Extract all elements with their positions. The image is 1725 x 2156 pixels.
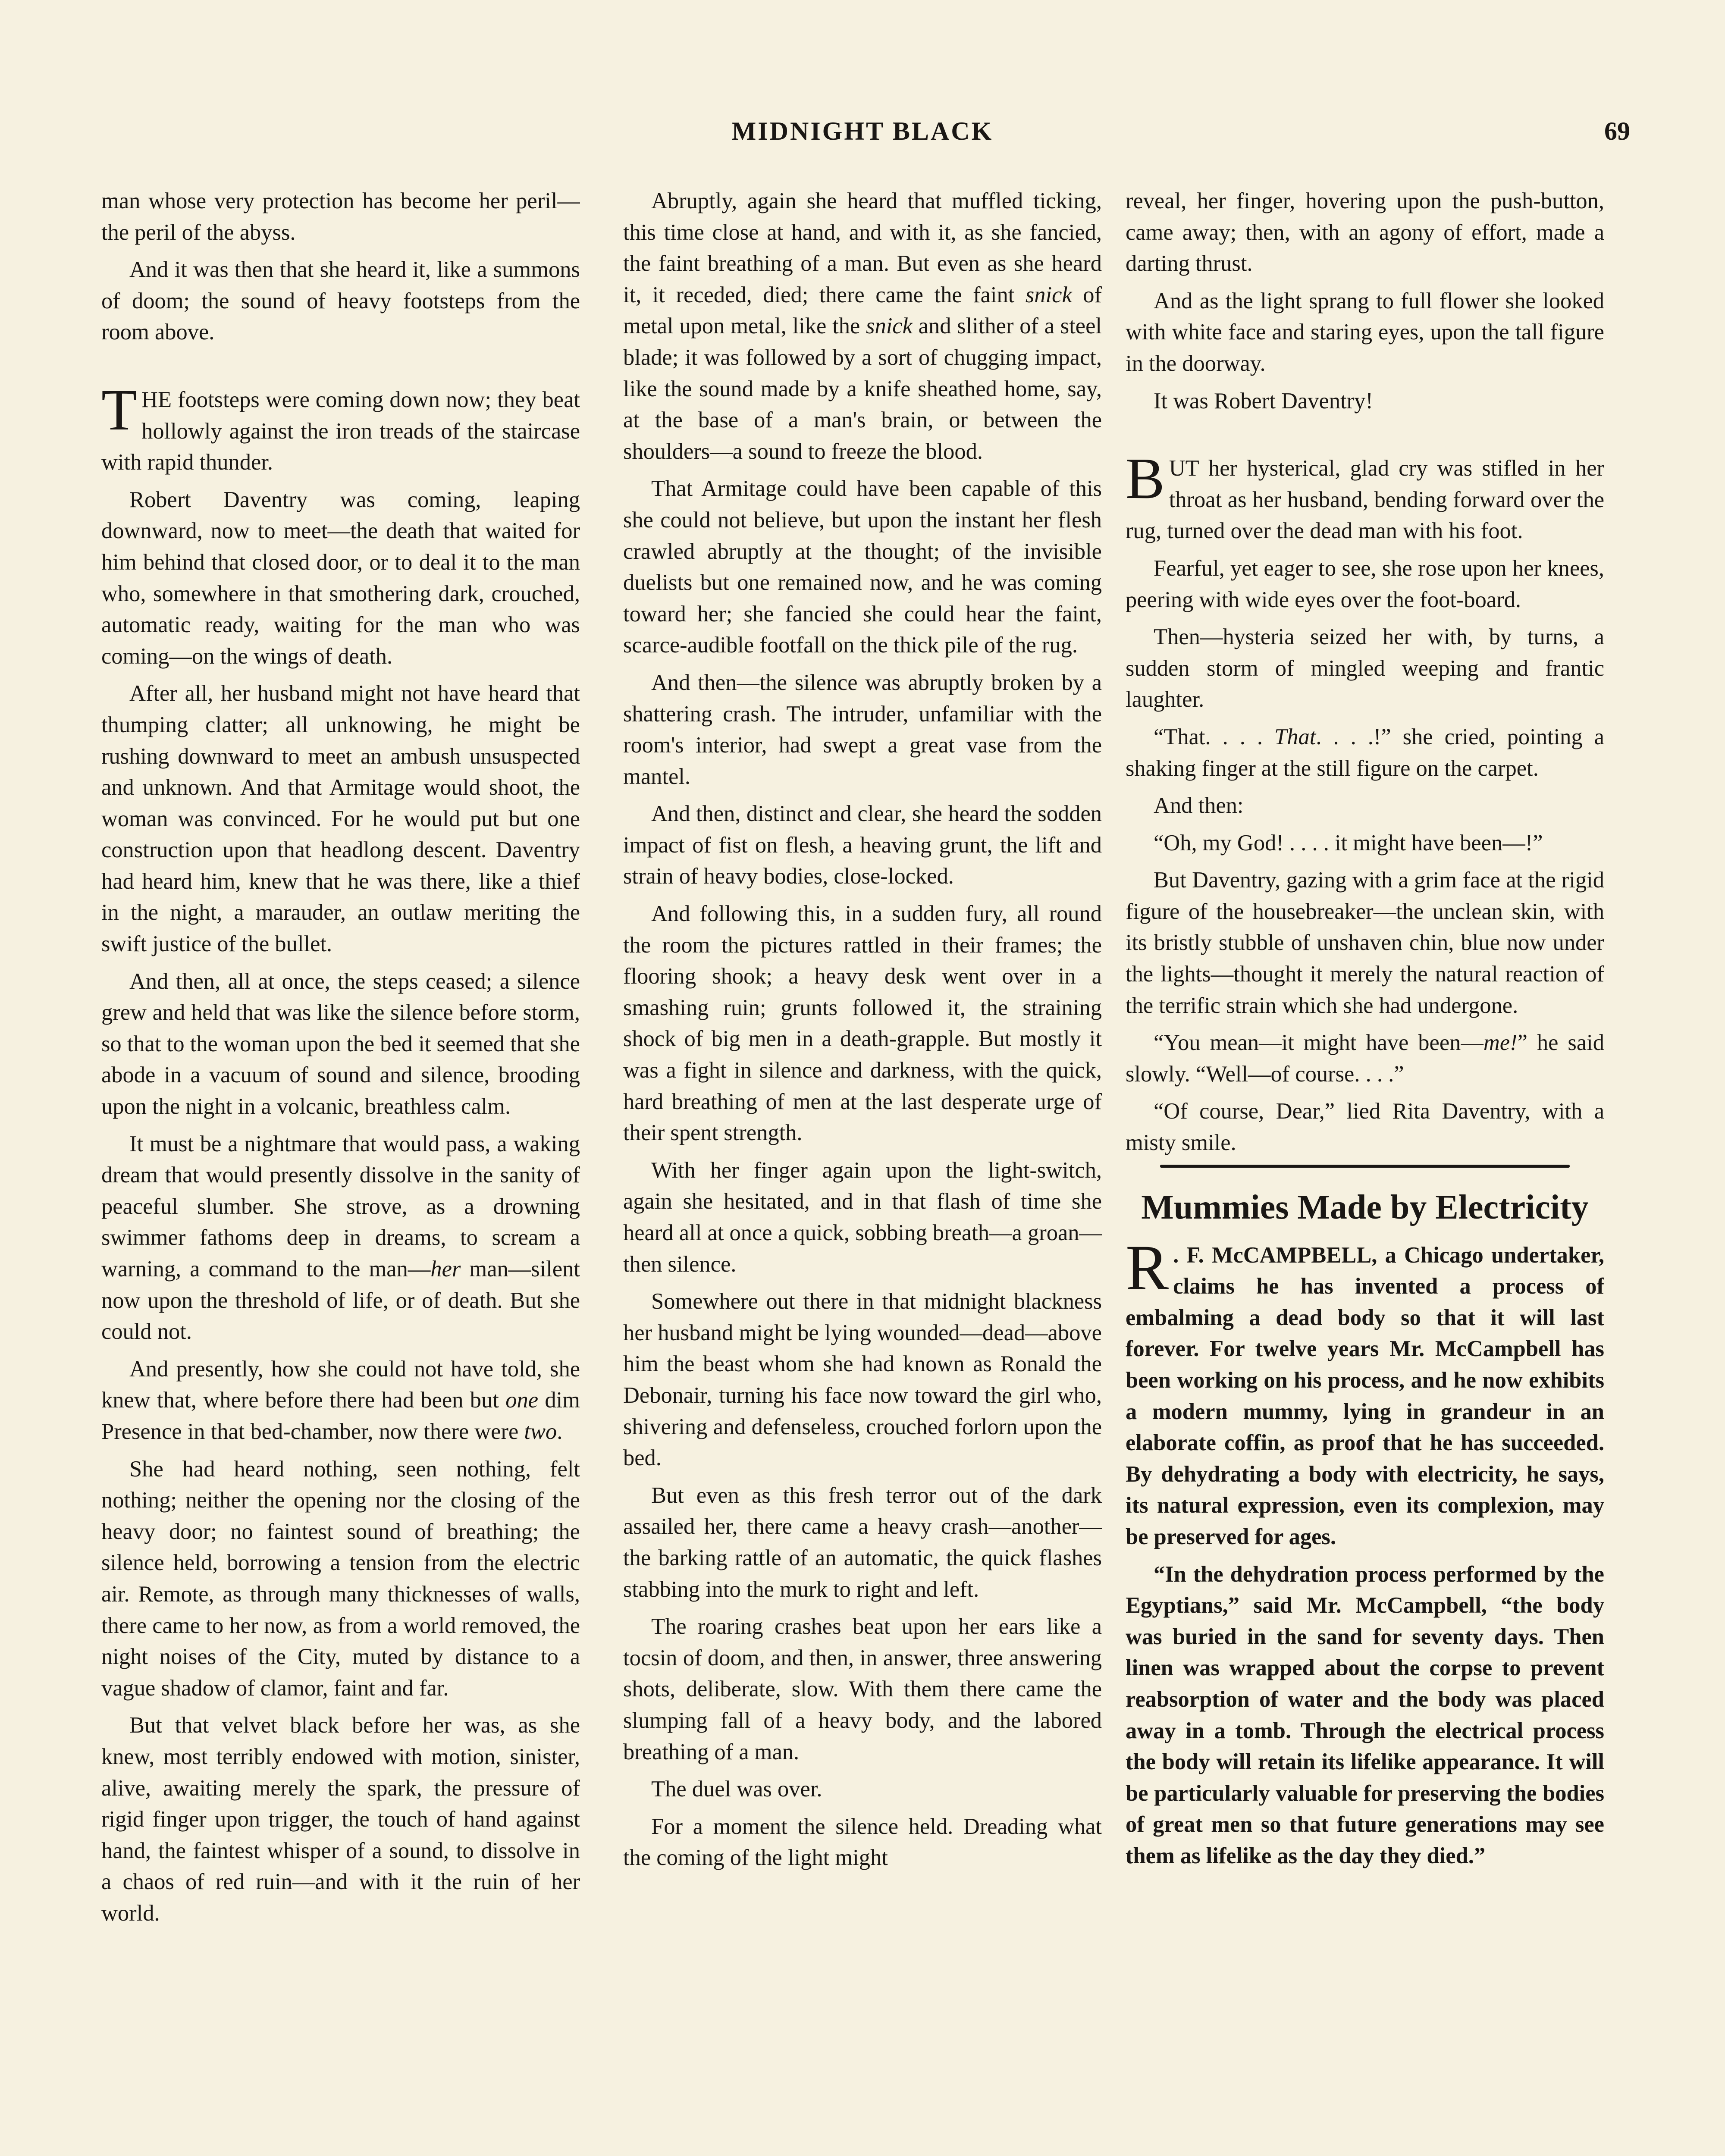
paragraph: And following this, in a sudden fury, all round the room the pictures rattled in their frames; the flooring shook; a heavy desk went over in a smashing ruin; grunts followed it, the straining shock of big men in a death-grapple. But mostly it was a fight in silence and darkness, with the quick, hard breathing of men at the last desperate urge of their spent strength. (623, 901, 1102, 1146)
paragraph: And presently, how she could not have told, she knew that, where before there had been but one dim Presence in that bed-chamber, now there were two. (101, 1356, 580, 1444)
paragraph: And then, all at once, the steps ceased; a silence grew and held that was like the silence before storm, so that to the woman upon the bed it seemed that she abode in a vacuum of sound and silence, brooding upon the night in a volcanic, breathless calm. (101, 968, 580, 1119)
paragraph: R . F. McCAMPBELL, a Chicago undertaker, claims he has invented a process of embalming a dead body so that it will last forever. For twelve years Mr. McCampbell has been working on his process, and he now exhibits a modern mummy, lying in grandeur in an elaborate coffin, as proof that he has succeeded. By dehydrating a body with electricity, he says, its natural expression, even its complexion, may be preserved for ages. (1126, 1232, 1604, 1549)
column-2 (623, 185, 1102, 2156)
paragraph: man whose very protection has become her peril—the peril of the abyss. (101, 188, 580, 245)
paragraph: “In the dehydration process performed by the Egyptians,” said Mr. McCampbell, “the body was buried in the sand for seventy days. Then linen was wrapped about the corpse to prevent reabsorption of water and the body was placed away in a tomb. Through the electrical process the body will retain its lifelike appearance. It will be particularly valuable for preserving the bodies of great men so that future generations may see them as lifelike as the day they died.” (1126, 1561, 1604, 1868)
article-title: Mummies Made by Electricity (1141, 1188, 1589, 1226)
paragraph: After all, her husband might not have heard that thumping clatter; all unknowing, he might be rushing downward to meet an ambush unsuspected and unknown. And that Armitage would shoot, the woman was convinced. For he would put but one construction upon that headlong descent. Daventry had heard him, knew that he was there, like a thief in the night, a marauder, an outlaw meriting the swift justice of the bullet. (101, 681, 580, 957)
paragraph: But that velvet black before her was, as she knew, most terribly endowed with motion, sinister, alive, awaiting merely the spark, the pressure of rigid finger upon trigger, the touch of hand against hand, the faintest whisper of a sound, to dissolve in a chaos of red ruin—and with it the ruin of her world. (101, 1713, 580, 1926)
column-3 (1126, 185, 1604, 2156)
paragraph: reveal, her finger, hovering upon the push-button, came away; then, with an agony of effort, made a darting thrust. (1126, 188, 1604, 276)
paragraph: The roaring crashes beat upon her ears like a tocsin of doom, and then, in answer, three answering shots, deliberate, slow. With them there came the slumping fall of a heavy body, and the labored breathing of a man. (623, 1614, 1102, 1764)
paragraph: But Daventry, gazing with a grim face at the rigid figure of the housebreaker—the unclean skin, with its bristly stubble of unshaven chin, blue now under the lights—thought it merely the natural reaction of the terrific strain which she had undergone. (1126, 868, 1604, 1018)
paragraph: With her finger again upon the light-switch, again she hesitated, and in that flash of time she heard all at once a quick, sobbing breath—a groan—then silence. (623, 1157, 1102, 1277)
paragraph: And it was then that she heard it, like a summons of doom; the sound of heavy footsteps from the room above. (101, 257, 580, 345)
paragraph: THE footsteps were coming down now; they beat hollowly against the iron treads of the staircase with rapid thunder. (101, 377, 580, 475)
running-title: MIDNIGHT BLACK (731, 117, 994, 145)
paragraph: That Armitage could have been capable of this she could not believe, but upon the instant her flesh crawled abruptly at the thought; of the invisible duelists but one remained now, and he was coming toward her; she fancied she could hear the faint, scarce-audible footfall on the thick pile of the rug. (623, 476, 1102, 658)
drop-cap: T (101, 377, 138, 442)
paragraph: Somewhere out there in that midnight blackness her husband might be lying wounded—dead—above him the beast whom she had known as Ronald the Debonair, turning his face now toward the girl who, shivering and defenseless, crouched forlorn upon the bed. (623, 1289, 1102, 1471)
paragraph: Fearful, yet eager to see, she rose upon her knees, peering with wide eyes over the foot-board. (1126, 555, 1604, 612)
sidebar-article (1126, 1185, 1604, 1872)
paragraph: And then—the silence was abruptly broken by a shattering crash. The intruder, unfamiliar with the room's interior, had swept a great vase from the mantel. (623, 670, 1102, 789)
paragraph: It must be a nightmare that would pass, a waking dream that would presently dissolve in the sanity of peaceful slumber. She strove, as a drowning swimmer fathoms deep in dreams, to scream a warning, a command to the man—her man—silent now upon the threshold of life, or of death. But she could not. (101, 1131, 580, 1344)
paragraph: Robert Daventry was coming, leaping downward, now to meet—the death that waited for him behind that closed door, or to deal it to the man who, somewhere in that smothering dark, crouched, automatic ready, waiting for the man who was coming—on the wings of death. (101, 487, 580, 669)
paragraph: But even as this fresh terror out of the dark assailed her, there came a heavy crash—another—the barking rattle of an automatic, the quick flashes stabbing into the murk to right and left. (623, 1482, 1102, 1602)
paragraph: Abruptly, again she heard that muffled ticking, this time close at hand, and with it, as she fancied, the faint breathing of a man. But even as she heard it, it receded, died; there came the faint snick of metal upon metal, like the snick and slither of a steel blade; it was followed by a sort of chugging impact, like the sound made by a knife sheathed home, say, at the base of a man's brain, or between the shoulders—a sound to freeze the blood. (623, 188, 1102, 464)
paragraph: Then—hysteria seized her with, by turns, a sudden storm of mingled weeping and frantic laughter. (1126, 624, 1604, 712)
paragraph: “You mean—it might have been—me!” he said slowly. “Well—of course. . . .” (1126, 1030, 1604, 1087)
paragraph: “Oh, my God! . . . . it might have been—!” (1154, 830, 1543, 856)
paragraph: BUT her hysterical, glad cry was stifled in her throat as her husband, bending forward over the rug, turned over the dead man with his foot. (1126, 446, 1604, 544)
drop-cap: B (1126, 446, 1165, 511)
paragraph: “Of course, Dear,” lied Rita Daventry, with a misty smile. (1126, 1099, 1604, 1156)
page-number: 69 (1604, 117, 1630, 145)
page-header (95, 116, 1630, 164)
paragraph: She had heard nothing, seen nothing, felt nothing; neither the opening nor the closing of the heavy door; no faintest sound of breathing; the silence held, borrowing a tension from the electric air. Remote, as through many thicknesses of walls, there came to her now, as from a world removed, the night noises of the City, muted by distance to a vague shadow of clamor, faint and far. (101, 1456, 580, 1701)
paragraph: For a moment the silence held. Dreading what the coming of the light might (623, 1814, 1102, 1871)
column-1 (101, 185, 580, 2156)
paragraph: “That. . . . That. . . .!” she cried, pointing a shaking finger at the still figure on the carpet. (1126, 724, 1604, 781)
paragraph: It was Robert Daventry! (1154, 388, 1373, 414)
section-divider (1160, 1165, 1570, 1168)
paragraph: And then: (1154, 793, 1244, 818)
paragraph: And as the light sprang to full flower she looked with white face and staring eyes, upon the tall figure in the doorway. (1126, 288, 1604, 376)
drop-cap: R (1126, 1232, 1169, 1304)
paragraph: And then, distinct and clear, she heard the sodden impact of fist on flesh, a heaving grunt, the lift and strain of heavy bodies, close-locked. (623, 801, 1102, 889)
paragraph: The duel was over. (651, 1777, 822, 1802)
